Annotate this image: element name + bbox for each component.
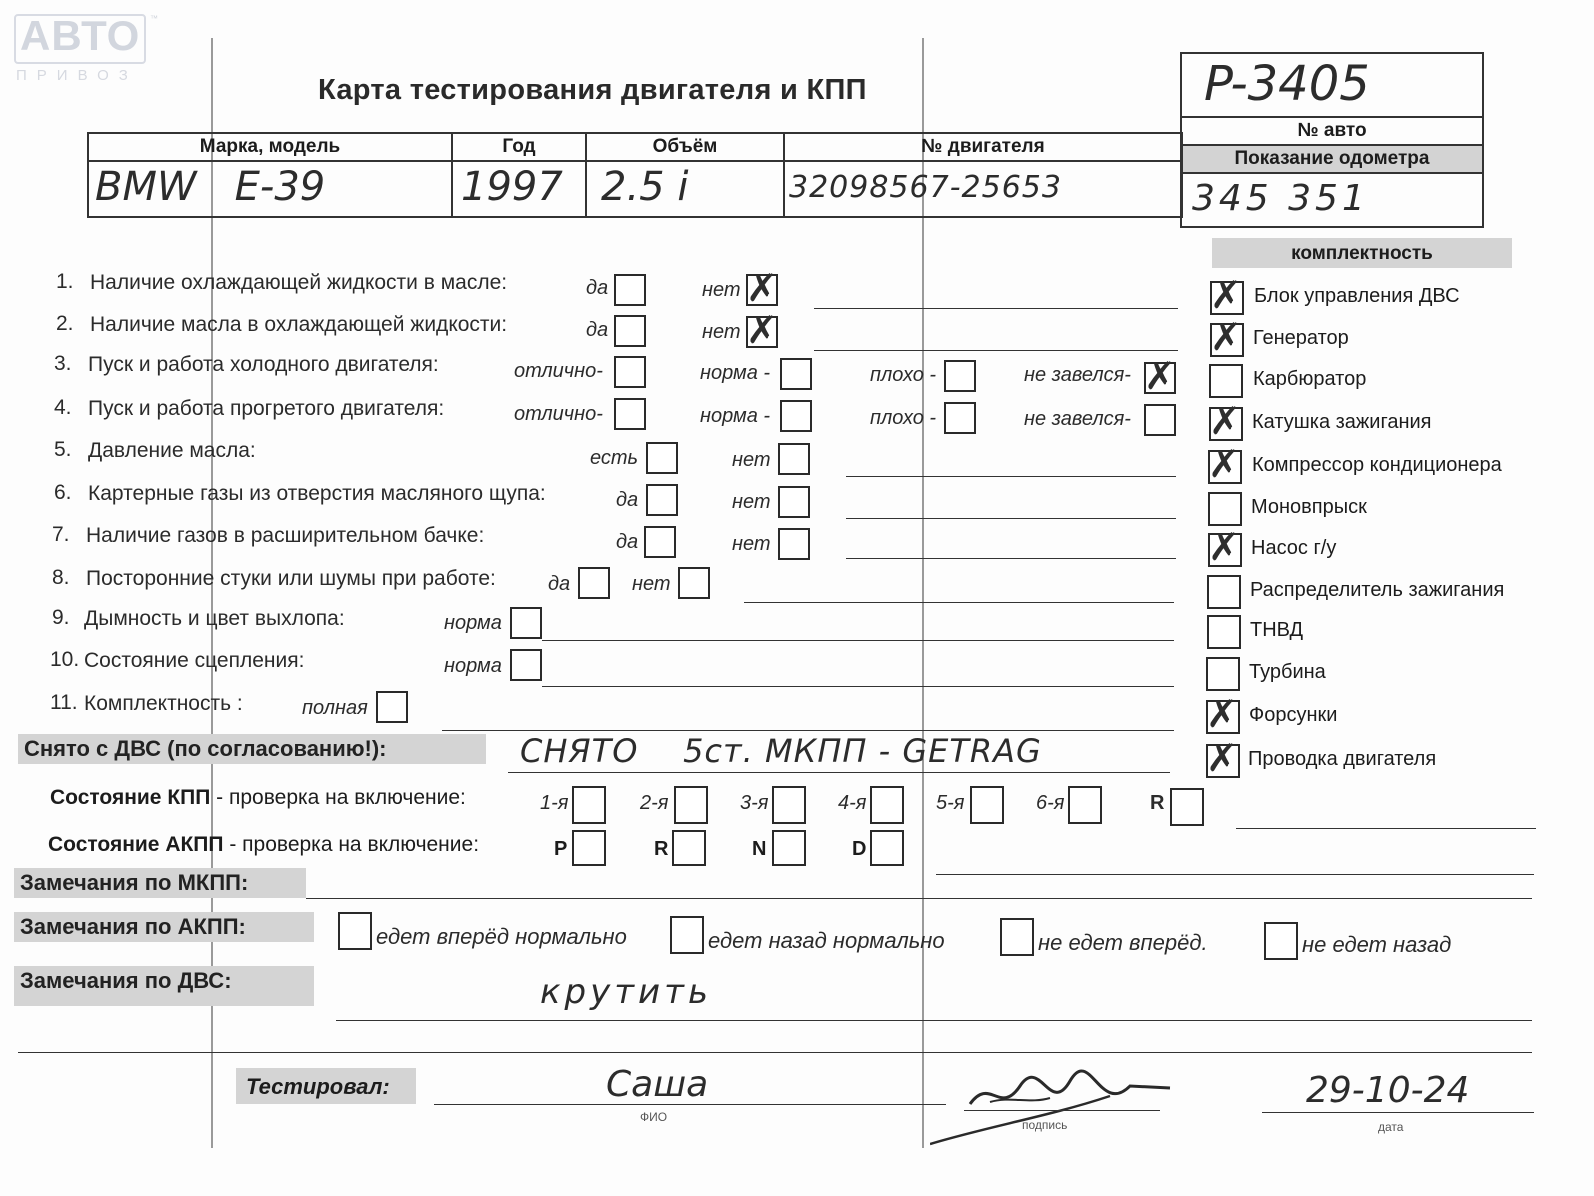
year-value: 1997 xyxy=(461,164,563,210)
signature xyxy=(930,1056,1210,1146)
q3-bad-checkbox[interactable] xyxy=(944,360,976,392)
bottom-rule xyxy=(18,1052,1532,1053)
q1-no-checkbox[interactable] xyxy=(746,274,778,306)
q7-text: Наличие газов в расширительном бачке: xyxy=(86,524,485,547)
q10-norm-label: норма xyxy=(444,655,502,677)
q2-yes-checkbox[interactable] xyxy=(614,315,646,347)
kit-item-label: Моновпрыск xyxy=(1251,496,1367,518)
q9-line xyxy=(542,640,1174,641)
q9-norm-label: норма xyxy=(444,612,502,634)
q3-excellent-label: отлично- xyxy=(514,360,603,382)
q3-bad-label: плохо - xyxy=(870,364,937,386)
q1-yes-checkbox[interactable] xyxy=(614,274,646,306)
logo-subtitle: ПРИВОЗ xyxy=(16,67,138,84)
kpp-gear-checkbox[interactable] xyxy=(870,786,904,824)
kit-item-label: Проводка двигателя xyxy=(1248,748,1437,770)
q4-number: 4. xyxy=(54,396,72,419)
odometer-value: 345 351 xyxy=(1192,178,1369,219)
kit-item-label: Генератор xyxy=(1253,327,1349,349)
q5-line xyxy=(846,476,1176,477)
q7-no-label: нет xyxy=(732,533,771,555)
col-engine-no: № двигателя xyxy=(784,133,1182,161)
kit-item-label: Катушка зажигания xyxy=(1252,411,1432,433)
kit-item-label: Турбина xyxy=(1249,661,1326,683)
kit-checkbox[interactable] xyxy=(1209,364,1243,398)
kit-item-label: Компрессор кондиционера xyxy=(1252,454,1502,476)
kit-checkbox[interactable] xyxy=(1207,615,1241,649)
kpp-gear-checkbox[interactable] xyxy=(772,786,806,824)
col-volume: Объём xyxy=(586,133,784,161)
q11-number: 11. xyxy=(50,691,78,714)
q2-no-label: нет xyxy=(702,321,741,343)
kit-checkbox[interactable] xyxy=(1208,450,1242,484)
q4-bad-label: плохо - xyxy=(870,407,937,429)
kit-checkbox[interactable] xyxy=(1206,744,1240,778)
col-year: Год xyxy=(452,133,586,161)
kpp-gear-checkbox[interactable] xyxy=(1170,788,1204,826)
kpp-gear-checkbox[interactable] xyxy=(674,786,708,824)
akpp-gear-checkbox[interactable] xyxy=(572,830,606,866)
q11-full-checkbox[interactable] xyxy=(376,691,408,723)
kit-checkbox[interactable] xyxy=(1206,657,1240,691)
q5-number: 5. xyxy=(54,438,72,461)
q4-normal-label: норма - xyxy=(700,405,771,427)
q3-normal-label: норма - xyxy=(700,362,771,384)
q3-text: Пуск и работа холодного двигателя: xyxy=(88,353,439,376)
q10-norm-checkbox[interactable] xyxy=(510,649,542,681)
kpp-label-rest: - проверка на включение: xyxy=(210,786,466,809)
q9-text: Дымность и цвет выхлопа: xyxy=(84,607,345,630)
kpp-gear-label: 5-я xyxy=(936,792,965,814)
q8-text: Посторонние стуки или шумы при работе: xyxy=(86,567,496,590)
q10-number: 10. xyxy=(50,648,80,671)
q11-text: Комплектность : xyxy=(84,692,243,715)
kit-checkbox[interactable] xyxy=(1210,281,1244,315)
engine-no-value: 32098567-25653 xyxy=(789,170,1062,205)
akpp-gear-label: D xyxy=(852,838,867,860)
akpp-back-ok-checkbox[interactable] xyxy=(670,916,704,954)
q8-yes-label: да xyxy=(548,573,571,595)
kit-item-label: Карбюратор xyxy=(1253,368,1367,390)
kit-checkbox[interactable] xyxy=(1206,700,1240,734)
page-title: Карта тестирования двигателя и КПП xyxy=(318,74,867,106)
akpp-back-ok-label: едет назад нормально xyxy=(708,928,945,953)
kpp-gear-label: 2-я xyxy=(640,792,669,814)
q4-notstarted-label: не завелся- xyxy=(1024,408,1131,430)
q6-line xyxy=(846,518,1176,519)
akpp-forward-ok-label: едет вперёд нормально xyxy=(376,924,627,949)
q6-no-label: нет xyxy=(732,491,771,513)
kpp-label-bold: Состояние КПП xyxy=(50,786,211,809)
col-model: Марка, модель xyxy=(88,133,452,161)
car-number-box xyxy=(1180,52,1484,228)
kit-item-label: ТНВД xyxy=(1250,619,1304,641)
kit-checkbox[interactable] xyxy=(1207,575,1241,609)
car-number-value: P-3405 xyxy=(1204,56,1370,112)
akpp-no-forward-label: не едет вперёд. xyxy=(1038,930,1208,955)
q3-notstarted-label: не завелся- xyxy=(1024,364,1131,386)
q1-line xyxy=(814,308,1178,309)
kit-title: комплектность xyxy=(1212,238,1512,268)
kpp-gear-checkbox[interactable] xyxy=(1068,786,1102,824)
q7-yes-label: да xyxy=(616,531,639,553)
kpp-label xyxy=(50,786,466,810)
sign-line xyxy=(964,1110,1160,1111)
kpp-line xyxy=(1236,828,1536,829)
q8-number: 8. xyxy=(52,566,70,589)
kpp-gear-label: 6-я xyxy=(1036,792,1065,814)
q10-text: Состояние сцепления: xyxy=(84,649,305,672)
tested-name: Саша xyxy=(606,1064,709,1105)
kit-checkbox[interactable] xyxy=(1208,533,1242,567)
q4-normal-checkbox[interactable] xyxy=(780,400,812,432)
q7-yes-checkbox[interactable] xyxy=(644,526,676,558)
q5-text: Давление масла: xyxy=(88,439,256,462)
volume-value: 2.5 i xyxy=(601,164,689,210)
removed-label: Снято с ДВС (по согласованию!): xyxy=(18,734,486,764)
remarks-dvs-line xyxy=(336,1020,1532,1021)
q3-notstarted-checkbox[interactable] xyxy=(1144,362,1176,394)
removed-value: СНЯТО 5ст. МКПП - GETRAG xyxy=(520,732,1042,770)
q9-norm-checkbox[interactable] xyxy=(510,607,542,639)
kit-item-label: Распределитель зажигания xyxy=(1250,579,1505,601)
q2-number: 2. xyxy=(56,312,74,335)
q2-line xyxy=(814,350,1178,351)
kit-checkbox[interactable] xyxy=(1208,492,1242,526)
q4-notstarted-checkbox[interactable] xyxy=(1144,404,1176,436)
q4-bad-checkbox[interactable] xyxy=(944,402,976,434)
kpp-gear-label: 1-я xyxy=(540,792,569,814)
akpp-gear-checkbox[interactable] xyxy=(772,830,806,866)
date-line xyxy=(1262,1112,1534,1113)
tested-date: 29-10-24 xyxy=(1306,1070,1470,1111)
removed-line xyxy=(508,772,1170,773)
q10-line xyxy=(542,686,1174,687)
q1-yes-label: да xyxy=(586,277,609,299)
car-number-label: № авто xyxy=(1182,118,1482,146)
akpp-label-bold: Состояние АКПП xyxy=(48,833,224,856)
logo: АВТО ™ xyxy=(14,14,146,64)
q5-exists-checkbox[interactable] xyxy=(646,442,678,474)
akpp-label xyxy=(48,833,479,857)
q6-yes-label: да xyxy=(616,489,639,511)
q4-excellent-checkbox[interactable] xyxy=(614,398,646,430)
model-value: BMW E-39 xyxy=(95,164,326,210)
kpp-gear-checkbox[interactable] xyxy=(970,786,1004,824)
q6-no-checkbox[interactable] xyxy=(778,486,810,518)
q8-no-label: нет xyxy=(632,573,671,595)
remarks-akpp-label: Замечания по АКПП: xyxy=(14,912,314,942)
q1-number: 1. xyxy=(56,270,74,293)
remarks-dvs-label: Замечания по ДВС: xyxy=(14,966,314,1006)
kit-checkbox[interactable] xyxy=(1210,323,1244,357)
q5-exists-label: есть xyxy=(590,447,639,469)
fio-line xyxy=(434,1104,946,1105)
q9-number: 9. xyxy=(52,606,70,629)
tested-label: Тестировал: xyxy=(236,1068,416,1104)
q7-line xyxy=(846,558,1176,559)
kit-checkbox[interactable] xyxy=(1209,407,1243,441)
akpp-gear-checkbox[interactable] xyxy=(672,830,706,866)
q7-no-checkbox[interactable] xyxy=(778,528,810,560)
q8-no-checkbox[interactable] xyxy=(678,567,710,599)
kpp-gear-label: R xyxy=(1150,792,1165,814)
vehicle-table xyxy=(87,132,1183,218)
akpp-forward-ok-checkbox[interactable] xyxy=(338,912,372,950)
q1-text: Наличие охлаждающей жидкости в масле: xyxy=(90,271,508,294)
kpp-gear-label: 3-я xyxy=(740,792,769,814)
q1-no-label: нет xyxy=(702,279,741,301)
remarks-mkpp-label: Замечания по МКПП: xyxy=(14,868,306,898)
q8-line xyxy=(744,602,1174,603)
q6-number: 6. xyxy=(54,481,72,504)
akpp-gear-label: R xyxy=(654,838,669,860)
q5-no-label: нет xyxy=(732,449,771,471)
q2-text: Наличие масла в охлаждающей жидкости: xyxy=(90,313,508,336)
q8-yes-checkbox[interactable] xyxy=(578,567,610,599)
kpp-gear-label: 4-я xyxy=(838,792,867,814)
kit-item-label: Форсунки xyxy=(1249,704,1338,726)
q6-text: Картерные газы из отверстия масляного щупа: xyxy=(88,482,546,505)
akpp-no-forward-checkbox[interactable] xyxy=(1000,918,1034,956)
akpp-line xyxy=(936,874,1534,875)
q3-normal-checkbox[interactable] xyxy=(780,358,812,390)
q2-yes-label: да xyxy=(586,319,609,341)
q2-no-checkbox[interactable] xyxy=(746,316,778,348)
q3-excellent-checkbox[interactable] xyxy=(614,356,646,388)
odometer-label: Показание одометра xyxy=(1182,146,1482,174)
q4-text: Пуск и работа прогретого двигателя: xyxy=(88,397,445,420)
q11-line xyxy=(442,730,1174,731)
remarks-dvs-value: крутить xyxy=(540,972,712,1012)
kit-item-label: Насос г/у xyxy=(1251,537,1337,559)
akpp-no-back-label: не едет назад xyxy=(1302,932,1452,957)
akpp-label-rest: - проверка на включение: xyxy=(223,833,480,856)
q3-number: 3. xyxy=(54,352,72,375)
kit-item-label: Блок управления ДВС xyxy=(1254,285,1460,307)
akpp-no-back-checkbox[interactable] xyxy=(1264,922,1298,960)
akpp-gear-label: P xyxy=(554,838,568,860)
q4-excellent-label: отлично- xyxy=(514,403,603,425)
q7-number: 7. xyxy=(52,523,70,546)
q5-no-checkbox[interactable] xyxy=(778,443,810,475)
akpp-gear-checkbox[interactable] xyxy=(870,830,904,866)
date-caption: дата xyxy=(1378,1120,1404,1134)
remarks-mkpp-line xyxy=(306,898,1532,899)
q6-yes-checkbox[interactable] xyxy=(646,484,678,516)
fio-caption: ФИО xyxy=(640,1110,668,1124)
kpp-gear-checkbox[interactable] xyxy=(572,786,606,824)
sign-caption: подпись xyxy=(1022,1118,1068,1132)
q11-full-label: полная xyxy=(302,697,368,719)
akpp-gear-label: N xyxy=(752,838,767,860)
